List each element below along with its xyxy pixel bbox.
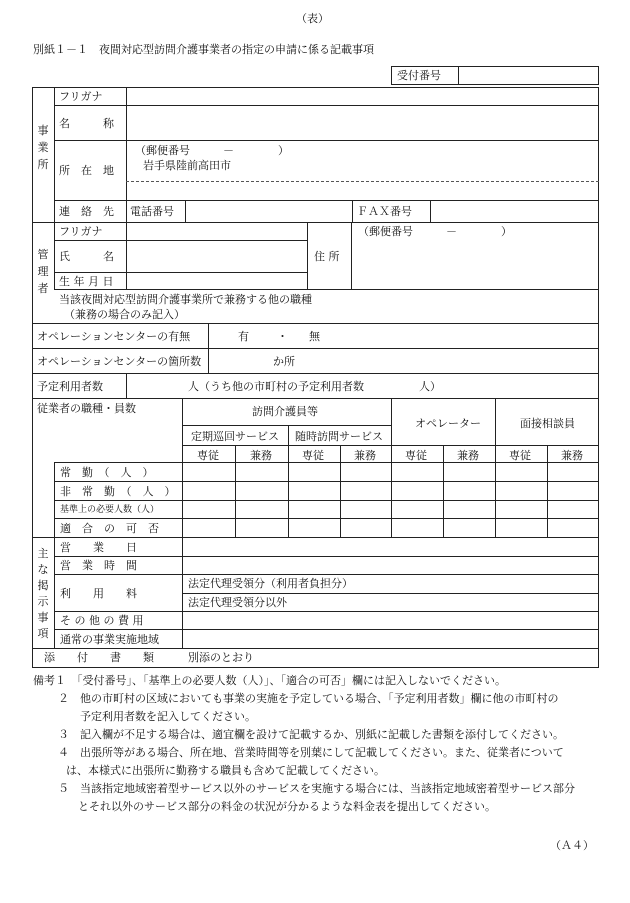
manager-name-label: 氏 名 bbox=[59, 250, 114, 263]
row-compliance: 適 合 の 可 否 bbox=[60, 522, 159, 535]
manager-section-label: 管 理 者 bbox=[37, 248, 49, 296]
attachment-value: 別添のとおり bbox=[188, 651, 254, 664]
notice-section-label: 主 な 掲 示 事 項 bbox=[37, 547, 49, 640]
service-area-label: 通常の事業実施地域 bbox=[60, 633, 159, 646]
manager-address-label: 住 所 bbox=[314, 250, 340, 263]
office-postal: （郵便番号 － ） bbox=[135, 144, 289, 157]
office-furigana-label: フリガナ bbox=[59, 90, 103, 103]
manager-postal: （郵便番号 － ） bbox=[358, 225, 512, 238]
note-5: ５ 当該指定地域密着型サービス以外のサービスを実施する場合には、当該指定地域密着型サービス部分 bbox=[58, 782, 575, 795]
office-name-label: 名 称 bbox=[59, 117, 114, 130]
on-demand-visit-header: 随時訪問サービス bbox=[295, 430, 383, 443]
note-2-cont: 予定利用者数を記入してください。 bbox=[80, 710, 256, 723]
note-1: 備考１ 「受付番号」、「基準上の必要人数（人）」、「適合の可否」欄には記入しないでください。 bbox=[33, 674, 506, 687]
home-care-worker-header: 訪問介護員等 bbox=[252, 405, 318, 418]
note-2: ２ 他の市町村の区域においても事業の実施を予定している場合、「予定利用者数」欄に他の市町村の bbox=[58, 692, 559, 705]
manager-dob-label: 生 年 月 日 bbox=[59, 275, 114, 288]
office-fax-label: ＦＡＸ番号 bbox=[357, 205, 412, 218]
col-exclusive: 専従 bbox=[302, 449, 324, 462]
note-4: ４ 出張所等がある場合、所在地、営業時間等を別葉にして記載してください。また、従業者について bbox=[58, 746, 564, 759]
business-days-label: 営 業 日 bbox=[60, 541, 137, 554]
note-3: ３ 記入欄が不足する場合は、適宜欄を設けて記載するか、別紙に記載した書類を添付してください。 bbox=[58, 728, 564, 741]
other-costs-label: そ の 他 の 費 用 bbox=[60, 614, 144, 627]
planned-users-value: 人（うち他の市町村の予定利用者数 人） bbox=[188, 380, 441, 393]
note-5-cont: とそれ以外のサービス部分の料金の状況が分かるような料金表を提出してください。 bbox=[78, 800, 496, 813]
fee-statutory: 法定代理受領分（利用者負担分） bbox=[188, 577, 353, 590]
office-address-value: 岩手県陸前高田市 bbox=[143, 159, 231, 172]
consultant-header: 面接相談員 bbox=[520, 417, 575, 430]
center-yes-option: 有 bbox=[238, 330, 249, 343]
attachment-label: 添 付 書 類 bbox=[44, 651, 154, 664]
reception-label: 受付番号 bbox=[397, 69, 441, 82]
col-concurrent: 兼務 bbox=[561, 449, 583, 462]
col-concurrent: 兼務 bbox=[250, 449, 272, 462]
operator-header: オペレーター bbox=[415, 417, 481, 430]
staff-heading: 従業者の職種・員数 bbox=[37, 402, 136, 415]
col-exclusive: 専従 bbox=[197, 449, 219, 462]
manager-furigana-label: フリガナ bbox=[59, 225, 103, 238]
office-phone-label: 電話番号 bbox=[130, 205, 174, 218]
row-required-count: 基準上の必要人数（人） bbox=[60, 505, 160, 515]
office-section-label: 事 業 所 bbox=[37, 124, 49, 172]
row-full-time: 常 勤 （ 人 ） bbox=[60, 466, 154, 479]
row-part-time: 非 常 勤 （ 人 ） bbox=[60, 485, 176, 498]
col-exclusive: 専従 bbox=[405, 449, 427, 462]
note-4-cont: は、本様式に出張所に勤務する職員も含めて記載してください。 bbox=[66, 764, 385, 777]
center-no-option: 無 bbox=[309, 330, 320, 343]
col-concurrent: 兼務 bbox=[354, 449, 376, 462]
center-count-unit: か所 bbox=[273, 355, 295, 368]
center-exists-label: オペレーションセンターの有無 bbox=[37, 330, 191, 343]
office-contact-label: 連 絡 先 bbox=[59, 205, 114, 218]
regular-patrol-header: 定期巡回サービス bbox=[191, 430, 279, 443]
col-concurrent: 兼務 bbox=[457, 449, 479, 462]
form-title: 別紙１－１ 夜間対応型訪問介護事業者の指定の申請に係る記載事項 bbox=[33, 43, 374, 56]
option-separator: ・ bbox=[277, 330, 288, 343]
fee-other: 法定代理受領分以外 bbox=[188, 596, 287, 609]
other-duty-note: （兼務の場合のみ記入） bbox=[64, 308, 185, 321]
planned-users-label: 予定利用者数 bbox=[37, 380, 103, 393]
center-count-label: オペレーションセンターの箇所数 bbox=[37, 355, 202, 368]
office-address-label: 所 在 地 bbox=[59, 164, 114, 177]
paper-size-label: （Ａ４） bbox=[550, 839, 594, 852]
col-exclusive: 専従 bbox=[509, 449, 531, 462]
fee-label: 利 用 料 bbox=[60, 587, 137, 600]
front-label: （表） bbox=[296, 12, 329, 25]
business-hours-label: 営 業 時 間 bbox=[60, 559, 137, 572]
other-duty-label: 当該夜間対応型訪問介護事業所で兼務する他の職種 bbox=[59, 293, 312, 306]
